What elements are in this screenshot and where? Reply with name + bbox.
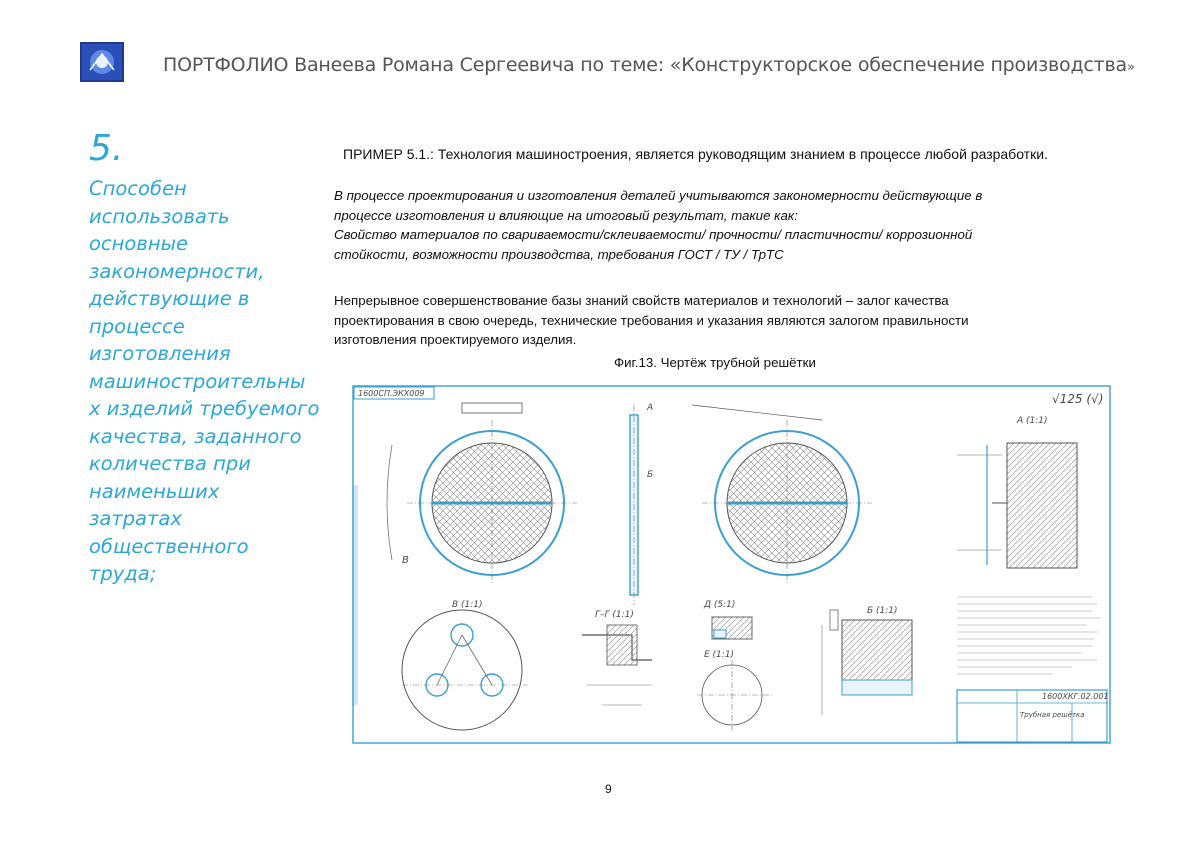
section-d-label: Д (5:1) [704, 600, 736, 610]
competency-line: машиностроительны [89, 369, 306, 393]
plain-paragraph [334, 291, 969, 350]
paragraph-line: стойкости, возможности производства, требования ГОСТ / ТУ / ТрТС [334, 246, 784, 262]
section-b-label: Б (1:1) [867, 606, 898, 616]
italic-paragraph [334, 186, 982, 264]
view-marker-v: В [402, 555, 409, 566]
competency-line: основные [89, 232, 188, 255]
competency-line: труда; [89, 562, 157, 585]
paragraph-line: процессе изготовления и влияющие на итоговый результат, такие как: [334, 207, 798, 223]
competency-line: Способен [89, 177, 187, 200]
paragraph-line: проектирования в свою очередь, технические требования и указания являются залогом правильности [334, 312, 969, 328]
page-number: 9 [605, 782, 612, 796]
competency-line: затратах [89, 507, 182, 530]
competency-line: использовать [89, 204, 230, 228]
competency-line: х изделий требуемого [89, 397, 320, 420]
competency-line: изготовления [89, 342, 231, 365]
competency-line: качества, заданного [89, 424, 302, 448]
section-number: 5. [89, 128, 124, 169]
paragraph-line: Непрерывное совершенствование базы знаний свойств материалов и технологий – залог качества [334, 293, 949, 308]
paragraph-line: В процессе проектирования и изготовления деталей учитываются закономерности действующие в [334, 188, 983, 203]
figure-caption: Фиг.13. Чертёж трубной решётки [614, 355, 816, 370]
top-stamp-text: 1600СП.ЭКХ009 [358, 389, 425, 398]
header-title-tail: » [1126, 60, 1135, 75]
section-g-label: Г–Г (1:1) [595, 610, 634, 620]
paragraph-line: изготовления проектируемого изделия. [334, 332, 577, 347]
page-header-title [163, 54, 1135, 76]
competency-line: общественного [89, 534, 249, 558]
competency-line: количества при [89, 452, 251, 475]
competency-line: процессе [89, 314, 185, 338]
tube-sheet-drawing [352, 385, 1112, 747]
competency-line: наименьших [89, 479, 220, 503]
view-v-label: В (1:1) [452, 600, 483, 610]
view-marker-b: Б [647, 470, 654, 480]
title-block-name: Трубная решётка [1020, 711, 1085, 719]
view-e-label: Е (1:1) [704, 650, 735, 660]
competency-description [89, 175, 321, 588]
paragraph-line: Свойство материалов по свариваемости/склеиваемости/ прочности/ пластичности/ коррозионной [334, 227, 973, 242]
view-marker-a: А [647, 403, 654, 413]
example-heading: ПРИМЕР 5.1.: Технология машиностроения, является руководящим знанием в процессе любой разработки. [343, 146, 1048, 162]
title-block-code: 1600ХКГ.02.001 [1042, 692, 1109, 701]
competency-line: действующие в [89, 287, 250, 310]
roughness-mark: √125 (√) [1052, 392, 1104, 406]
institution-logo [80, 42, 124, 82]
view-a-label: А (1:1) [1017, 416, 1048, 426]
competency-line: закономерности, [89, 259, 265, 283]
header-title-text: ПОРТФОЛИО Ванеева Романа Сергеевича по теме: «Конструкторское обеспечение производства [163, 54, 1127, 76]
